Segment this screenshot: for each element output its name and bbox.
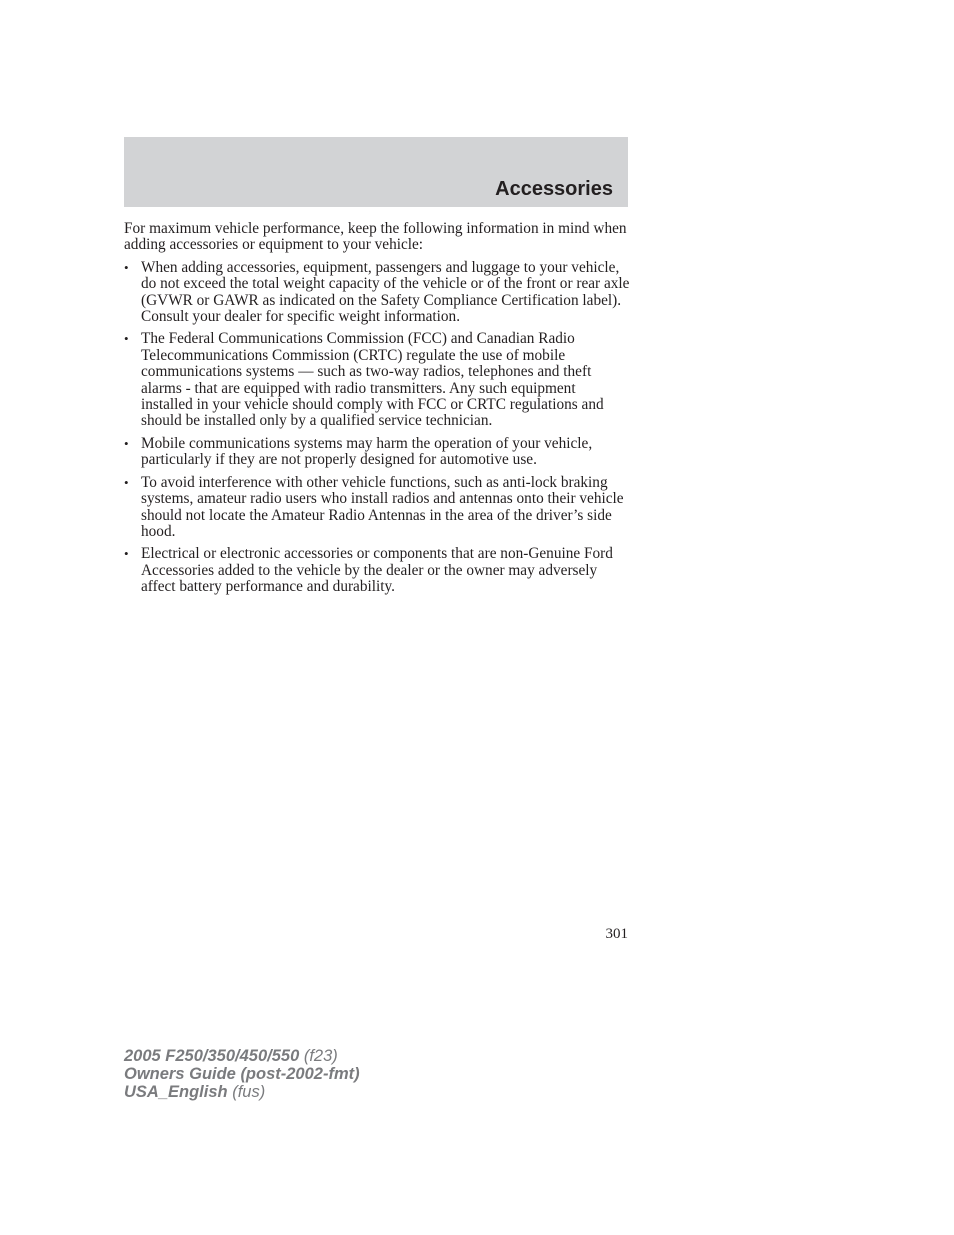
bullet-text: To avoid interference with other vehicle functions, such as anti-lock braking systems, amateur radio users who install radios and antennas onto their vehicle should not locate the Amateur Radio Antennas in the area of the driver’s side hood. (141, 473, 624, 540)
bullet-item (124, 436, 630, 469)
footer-model: 2005 F250/350/450/550 (124, 1047, 300, 1065)
footer-locale-code: (fus) (232, 1083, 266, 1101)
footer-line-guide (124, 1065, 360, 1083)
bullet-text: Electrical or electronic accessories or components that are non-Genuine Ford Accessories added to the vehicle by the dealer or the owner may adversely affect battery performance and durability. (141, 545, 613, 596)
footer-line-locale (124, 1083, 360, 1101)
bullet-text: When adding accessories, equipment, passengers and luggage to your vehicle, do not exceed the total weight capacity of the vehicle or of the front or rear axle (GVWR or GAWR as indicated on the Safety Compliance Certification label). Consult your dealer for specific weight information. (141, 258, 630, 326)
bullet-list (124, 260, 630, 596)
bullet-item (124, 475, 630, 541)
footer-guide: Owners Guide (post-2002-fmt) (124, 1065, 360, 1083)
bullet-icon: • (124, 259, 129, 275)
bullet-icon: • (124, 331, 129, 347)
bullet-icon: • (124, 546, 129, 562)
bullet-icon: • (124, 474, 129, 490)
section-title: Accessories (495, 178, 613, 200)
section-header-band (124, 137, 628, 207)
page-number: 301 (605, 926, 628, 942)
bullet-item (124, 331, 630, 429)
bullet-item (124, 546, 630, 595)
bullet-text: The Federal Communications Commission (FCC) and Canadian Radio Telecommunications Commission (CRTC) regulate the use of mobile communications systems — such as two-way radios, telephones and theft alarms - that are equipped with radio transmitters. Any such equipment installed in your vehicle should comply with FCC or CRTC regulations and should be installed only by a qualified service technician. (141, 330, 604, 430)
footer-model-code: (f23) (303, 1047, 338, 1065)
bullet-text: Mobile communications systems may harm the operation of your vehicle, particularly if they are not properly designed for automotive use. (141, 434, 593, 469)
bullet-item (124, 260, 630, 326)
intro-paragraph: For maximum vehicle performance, keep the following information in mind when adding accessories or equipment to your vehicle: (124, 220, 627, 254)
bullet-icon: • (124, 435, 129, 451)
footer-line-model (124, 1047, 360, 1065)
footer-locale: USA_English (124, 1083, 228, 1101)
page-content (124, 221, 630, 602)
document-footer (124, 1047, 360, 1101)
